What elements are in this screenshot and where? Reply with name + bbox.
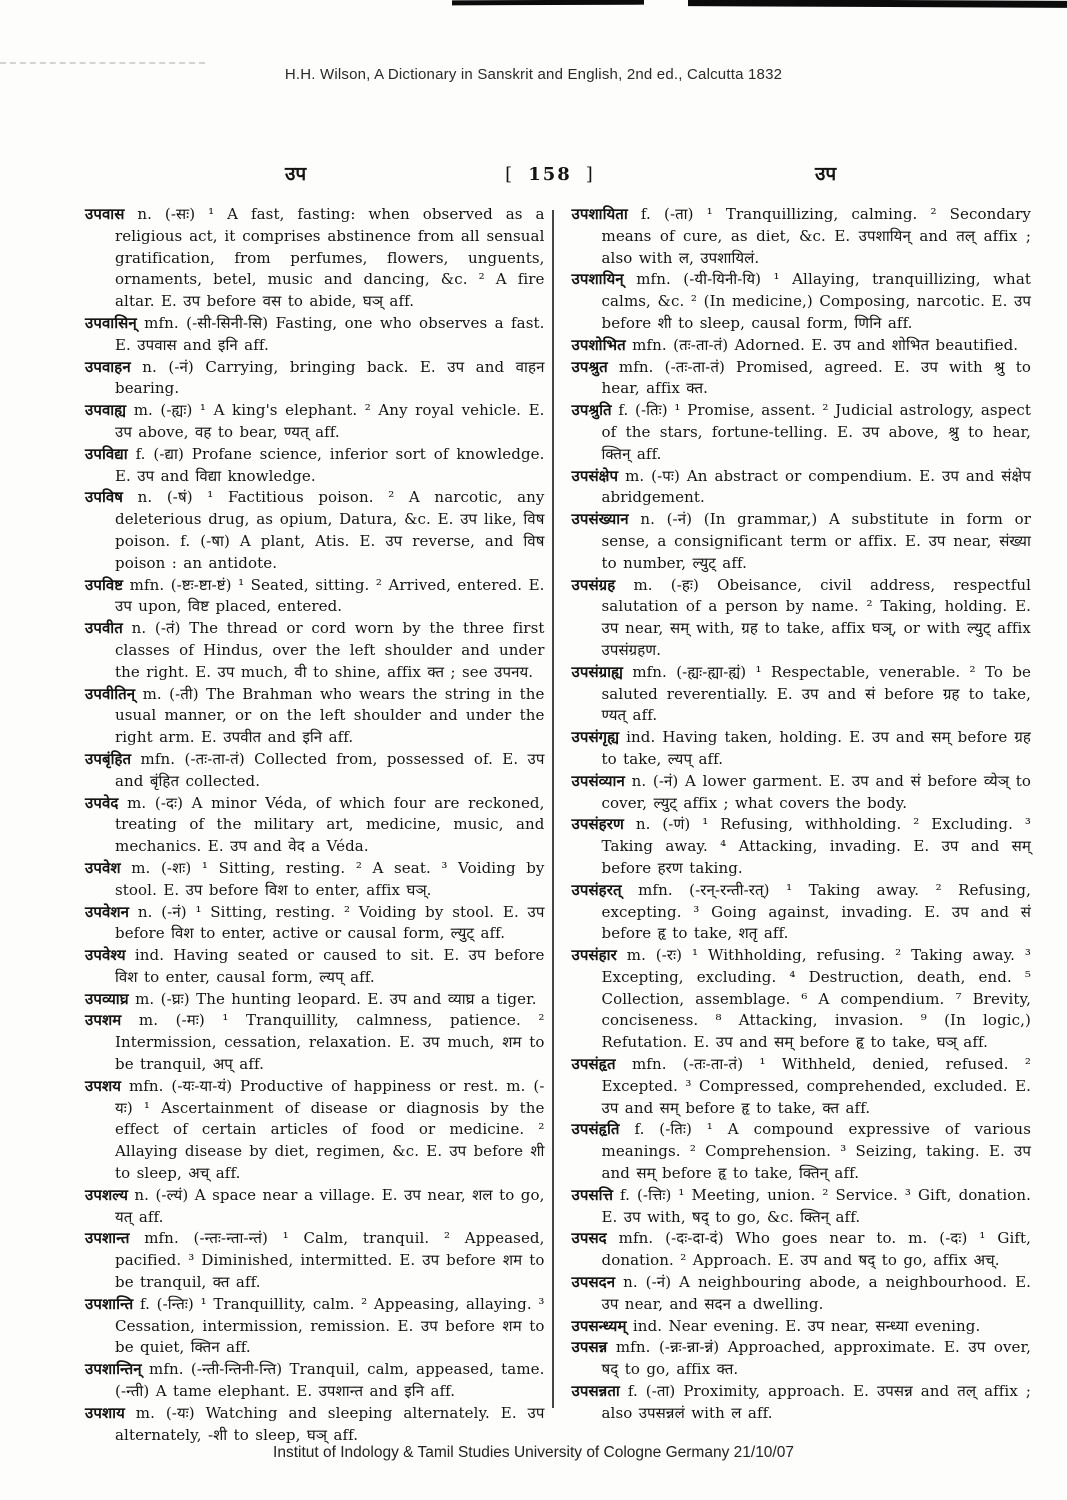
dict-entry [572, 1119, 1032, 1184]
dict-entry [572, 945, 1032, 1054]
entry-headword: उपसदन [571, 1273, 616, 1292]
entry-body: m. (-हः) Obeisance, civil address, respectful salutation of a person by name. ² Taking, holding. E. उप near, सम् with, ग्रह to take, affix घञ्, or with ल्युट् affix उपसंग्रहण. [601, 575, 1031, 659]
dict-entry [572, 880, 1032, 945]
dict-entry [572, 204, 1032, 269]
entry-body: n. (-नं) A neighbouring abode, a neighbourhood. E. उप near, and सदन a dwelling. [601, 1273, 1031, 1313]
entry-headword: उपसंक्षेप [571, 466, 619, 485]
entry-headword: उपश्रुति [571, 401, 612, 420]
dict-entry [572, 466, 1032, 510]
entry-headword: उपवाहन [85, 357, 131, 376]
entry-body: n. (-नं) A lower garment. E. उप and सं before व्येञ् to cover, ल्युट् affix ; what covers the body. [601, 771, 1031, 812]
entry-headword: उपशाय [85, 1403, 125, 1422]
entry-body: m. (-घ्रः) The hunting leopard. E. उप and व्याघ्र a tiger. [128, 989, 537, 1008]
entry-headword: उपसंहरत् [571, 880, 622, 899]
entry-body: f. (-न्तिः) ¹ Tranquillity, calm. ² Appeasing, allaying. ³ Cessation, intermission, remission. E. उप before शम to be quiet, क्तिन aff. [115, 1294, 545, 1357]
footer-attribution: Institut of Indology & Tamil Studies University of Cologne Germany 21/10/07 [273, 1444, 794, 1461]
entry-body: m. (-मः) ¹ Tranquillity, calmness, patience. ² Intermission, cessation, relaxation. E. उप much, शम to be tranquil, अप् aff. [115, 1011, 545, 1074]
entry-headword: उपशम [85, 1011, 122, 1030]
entry-headword: उपसत्ति [571, 1185, 614, 1204]
entry-body: n. (-नं) Carrying, bringing back. E. उप and वाहन bearing. [115, 357, 545, 398]
entry-headword: उपसंहृति [571, 1120, 620, 1139]
dict-entry [85, 1359, 545, 1403]
entry-headword: उपसन्ध्यम् [571, 1316, 627, 1335]
entry-headword: उपवेश [85, 858, 121, 877]
entry-body: m. (-यः) Watching and sleeping alternately. E. उप alternately, -शी to sleep, घञ् aff. [115, 1403, 545, 1444]
dict-entry [85, 444, 545, 488]
entry-headword: उपसन्न [571, 1338, 608, 1357]
entry-body: m. (-रः) ¹ Withholding, refusing. ² Taking away. ³ Excepting, excluding. ⁴ Destruction, death, end. ⁵ Collection, assemblage. ⁶ A compendium. ⁷ Brevity, conciseness. ⁸ Attacking, invasion. ⁹ (In logic,) Refutation. E. उप and सम् before हृ to take, घञ् aff. [601, 946, 1031, 1052]
entry-body: f. (-ता) Proximity, approach. E. उपसन्न and तल् affix ; also उपसन्नलं with ल aff. [601, 1382, 1031, 1422]
entry-body: mfn. (तः-ता-तं) Adorned. E. उप and शोभित beautified. [625, 335, 1019, 354]
entry-body: n. (-ल्यं) A space near a village. E. उप near, शल to go, यत् aff. [115, 1185, 545, 1226]
running-head [85, 160, 1030, 186]
scan-artifact-bar [688, 0, 1067, 8]
entry-body: mfn. (-यः-या-यं) Productive of happiness or rest. m. (-यः) ¹ Ascertainment of disease or diagnosis by the effect of certain articles of food or medicine. ² Allaying disease by diet, regimen, &c. E. उप before शी to sleep, अच् aff. [115, 1076, 545, 1183]
entry-headword: उपवासिन् [85, 313, 137, 332]
scan-artifact-bar [452, 0, 644, 5]
entry-headword: उपविष्ट [85, 575, 124, 594]
dict-entry [572, 269, 1032, 334]
entry-body: mfn. (-ह्यः-ह्या-ह्यं) ¹ Respectable, venerable. ² To be saluted reverentially. E. उप and सं before ग्रह to take, ण्यत् aff. [601, 662, 1031, 725]
entry-body: m. (-ह्यः) ¹ A king's elephant. ² Any royal vehicle. E. उप above, वह to bear, ण्यत् aff. [115, 401, 545, 441]
dict-entry [572, 662, 1032, 727]
dict-entry [572, 1381, 1032, 1425]
entry-headword: उपशायिता [571, 205, 628, 223]
entry-body: n. (-नं) (In grammar,) A substitute in form or sense, a consignificant term or affix. E. उप near, संख्या to number, ल्युट् aff. [601, 510, 1031, 572]
dict-entry [85, 684, 545, 749]
entry-body: f. (-तिः) ¹ Promise, assent. ² Judicial astrology, aspect of the stars, fortune-telling. E. उप above, श्रु to hear, क्तिन् aff. [601, 401, 1031, 463]
entry-body: mfn. (-न्ती-न्तिनी-न्ति) Tranquil, calm, appeased, tame. (-न्ती) A tame elephant. E. उपशान्त and इनि aff. [115, 1360, 545, 1401]
entry-body: mfn. (-न्तः-न्ता-न्तं) ¹ Calm, tranquil. ² Appeased, pacified. ³ Diminished, intermitted. E. उप before शम to be tranquil, क्त aff. [115, 1229, 545, 1292]
dict-entry [85, 989, 545, 1011]
bracket-right: ] [585, 164, 595, 185]
entry-body: f. (-द्या) Profane science, inferior sort of knowledge. E. उप and विद्या knowledge. [115, 444, 545, 485]
dict-entry [572, 1185, 1032, 1229]
dict-entry [85, 618, 545, 683]
dict-entry [85, 1010, 545, 1075]
dict-entry [85, 1185, 545, 1229]
entry-headword: उपसन्नता [571, 1382, 620, 1401]
dict-entry [572, 727, 1032, 771]
entry-body: m. (-दः) A minor Véda, of which four are reckoned, treating of the military art, medicine, music, and mechanics. E. उप and वेद a Véda. [115, 793, 545, 856]
entry-headword: उपविद्या [85, 444, 128, 463]
dict-entry [85, 793, 545, 858]
entry-body: ind. Having seated or caused to sit. E. उप before विश to enter, causal form, ल्यप् aff. [115, 946, 545, 986]
entry-body: ind. Near evening. E. उप near, सन्ध्या evening. [626, 1316, 981, 1335]
entry-headword: उपविष [85, 488, 124, 507]
entry-headword: उपवेशन [85, 902, 130, 921]
entry-headword: उपसंहार [571, 946, 617, 965]
entry-body: f. (-त्तिः) ¹ Meeting, union. ² Service. ³ Gift, donation. E. उप with, षद् to go, &c. क्तिन् aff. [601, 1185, 1031, 1226]
entry-headword: उपशय [85, 1076, 122, 1095]
entry-headword: उपशान्ति [85, 1294, 134, 1313]
page-number-value: 158 [528, 164, 572, 185]
entry-headword: उपश्रुत [571, 357, 608, 376]
entry-headword: उपवीतिन् [85, 684, 136, 703]
dict-entry [85, 1228, 545, 1293]
entry-headword: उपसंव्यान [571, 771, 625, 790]
dict-entry [572, 1337, 1032, 1381]
entry-body: n. (-तं) The thread or cord worn by the three first classes of Hindus, over the left shoulder and under the right. E. उप much, वी to shine, affix क्त ; see उपनय. [115, 619, 545, 681]
entry-body: n. (-णं) ¹ Refusing, withholding. ² Excluding. ³ Taking away. ⁴ Attacking, invading. E. उप and सम् before हरण taking. [601, 815, 1031, 877]
entry-body: m. (-ती) The Brahman who wears the string in the usual manner, or on the left shoulder and under the right arm. E. उपवीत and इनि aff. [115, 684, 545, 747]
entry-body: mfn. (-तः-ता-तं) Collected from, possessed of. E. उप and बृंहित collected. [115, 749, 545, 790]
dict-entry [572, 1228, 1032, 1272]
entry-body: mfn. (-यी-यिनी-यि) ¹ Allaying, tranquillizing, what calms, &c. ² (In medicine,) Composing, narcotic. E. उप before शी to sleep, causal form, णिनि aff. [601, 270, 1031, 332]
dict-entry [572, 400, 1032, 465]
entry-headword: उपशान्तिन् [85, 1360, 142, 1379]
dict-entry [572, 771, 1032, 815]
dict-entry [85, 575, 545, 619]
entry-headword: उपबृंहित [85, 749, 132, 768]
dict-entry [85, 945, 545, 989]
entry-body: mfn. (-सी-सिनी-सि) Fasting, one who observes a fast. E. उपवास and इनि aff. [115, 313, 545, 354]
entry-headword: उपवीत [85, 619, 123, 638]
entry-headword: उपशल्य [85, 1185, 128, 1204]
guide-word-right: उप [814, 163, 837, 185]
entry-body: f. (-तिः) ¹ A compound expressive of various meanings. ² Comprehension. ³ Seizing, taking. E. उप and सम् before हृ to take, क्तिन् aff. [601, 1120, 1031, 1183]
dict-entry [572, 357, 1032, 401]
entry-body: mfn. (-दः-दा-दं) Who goes near to. m. (-दः) ¹ Gift, donation. ² Approach. E. उप and षद् to go, affix अच्. [601, 1229, 1031, 1270]
entry-headword: उपवाह्य [85, 401, 127, 420]
entry-headword: उपसंहरण [571, 815, 624, 834]
dict-entry [572, 335, 1032, 357]
dict-entry [85, 1294, 545, 1359]
entry-headword: उपवेश्य [85, 946, 126, 965]
source-citation: H.H. Wilson, A Dictionary in Sanskrit and English, 2nd ed., Calcutta 1832 [284, 66, 783, 83]
dict-entry [85, 749, 545, 793]
entry-headword: उपशान्त [85, 1229, 130, 1248]
entry-headword: उपसद [571, 1229, 607, 1248]
dict-entry [85, 902, 545, 946]
dict-entry [572, 509, 1032, 574]
entry-headword: उपसंगृह्य [571, 728, 620, 747]
entry-body: n. (-नं) ¹ Sitting, resting. ² Voiding by stool. E. उप before विश to enter, active or causal form, ल्युट् aff. [115, 902, 545, 943]
entry-headword: उपवास [85, 205, 125, 223]
dict-entry [572, 1272, 1032, 1316]
entry-body: mfn. (-तः-ता-तं) Promised, agreed. E. उप with श्रु to hear, affix क्त. [601, 357, 1031, 398]
entry-headword: उपसंग्रह [571, 575, 616, 594]
dict-entry [85, 313, 545, 357]
right-column [572, 204, 1032, 1446]
entry-headword: उपशायिन् [571, 270, 624, 289]
entry-headword: उपसंग्राह्य [571, 662, 624, 681]
dict-entry [85, 357, 545, 401]
entry-body: m. (-शः) ¹ Sitting, resting. ² A seat. ³ Voiding by stool. E. उप before विश to enter, affix घञ्. [115, 858, 545, 899]
entry-body: m. (-पः) An abstract or compendium. E. उप and संक्षेप abridgement. [601, 466, 1031, 507]
entry-headword: उपवेद [85, 793, 119, 812]
entry-headword: उपसंहृत [571, 1055, 616, 1074]
dict-entry [572, 1054, 1032, 1119]
entry-body: mfn. (-न्नः-न्ना-न्नं) Approached, approximate. E. उप over, षद् to go, affix क्त. [601, 1338, 1031, 1379]
entry-headword: उपशोभित [571, 335, 626, 354]
entry-body: n. (-षं) ¹ Factitious poison. ² A narcotic, any deleterious drug, as opium, Datura, &c. E. उप like, विष poison. f. (-षा) A plant, Atis. E. उप reverse, and विष poison : an antidote. [115, 488, 545, 572]
bracket-left: [ [505, 164, 515, 185]
dict-entry [85, 400, 545, 444]
guide-word-left: उप [285, 163, 307, 185]
dictionary-columns [85, 204, 1031, 1446]
dict-entry [572, 814, 1032, 879]
entry-body: mfn. (-तः-ता-तं) ¹ Withheld, denied, refused. ² Excepted. ³ Compressed, comprehended, excluded. E. उप and सम् before हृ to take, क्त aff. [601, 1055, 1031, 1117]
dict-entry [85, 204, 545, 313]
entry-body: f. (-ता) ¹ Tranquillizing, calming. ² Secondary means of cure, as diet, &c. E. उपशायिन् and तल् affix ; also with ल, उपशायिलं. [601, 205, 1031, 267]
dict-entry [85, 1076, 545, 1185]
entry-headword: उपव्याघ्र [85, 989, 129, 1008]
entry-body: mfn. (-रन्-रन्ती-रत्) ¹ Taking away. ² Refusing, excepting. ³ Going against, invading. E. उप and सं before हृ to take, शतृ aff. [601, 880, 1031, 943]
dict-entry [572, 575, 1032, 662]
dict-entry [572, 1316, 1032, 1338]
scan-artifact-smudge [0, 62, 205, 64]
entry-headword: उपसंख्यान [571, 510, 629, 529]
entry-body: mfn. (-ष्टः-ष्टा-ष्टं) ¹ Seated, sitting. ² Arrived, entered. E. उप upon, विष्ट placed, entered. [115, 575, 545, 616]
dict-entry [85, 858, 545, 902]
entry-body: n. (-सः) ¹ A fast, fasting: when observed as a religious act, it comprises abstinence from all sensual gratification, from perfumes, flowers, unguents, ornaments, betel, music and dancing, &c. ² A fire altar. E. उप before वस to abide, घञ् aff. [115, 205, 545, 311]
entry-body: ind. Having taken, holding. E. उप and सम् before ग्रह to take, ल्यप् aff. [601, 728, 1031, 768]
page-number [491, 164, 609, 185]
dict-entry [85, 1403, 545, 1447]
dict-entry [85, 487, 545, 574]
left-column [85, 204, 545, 1446]
